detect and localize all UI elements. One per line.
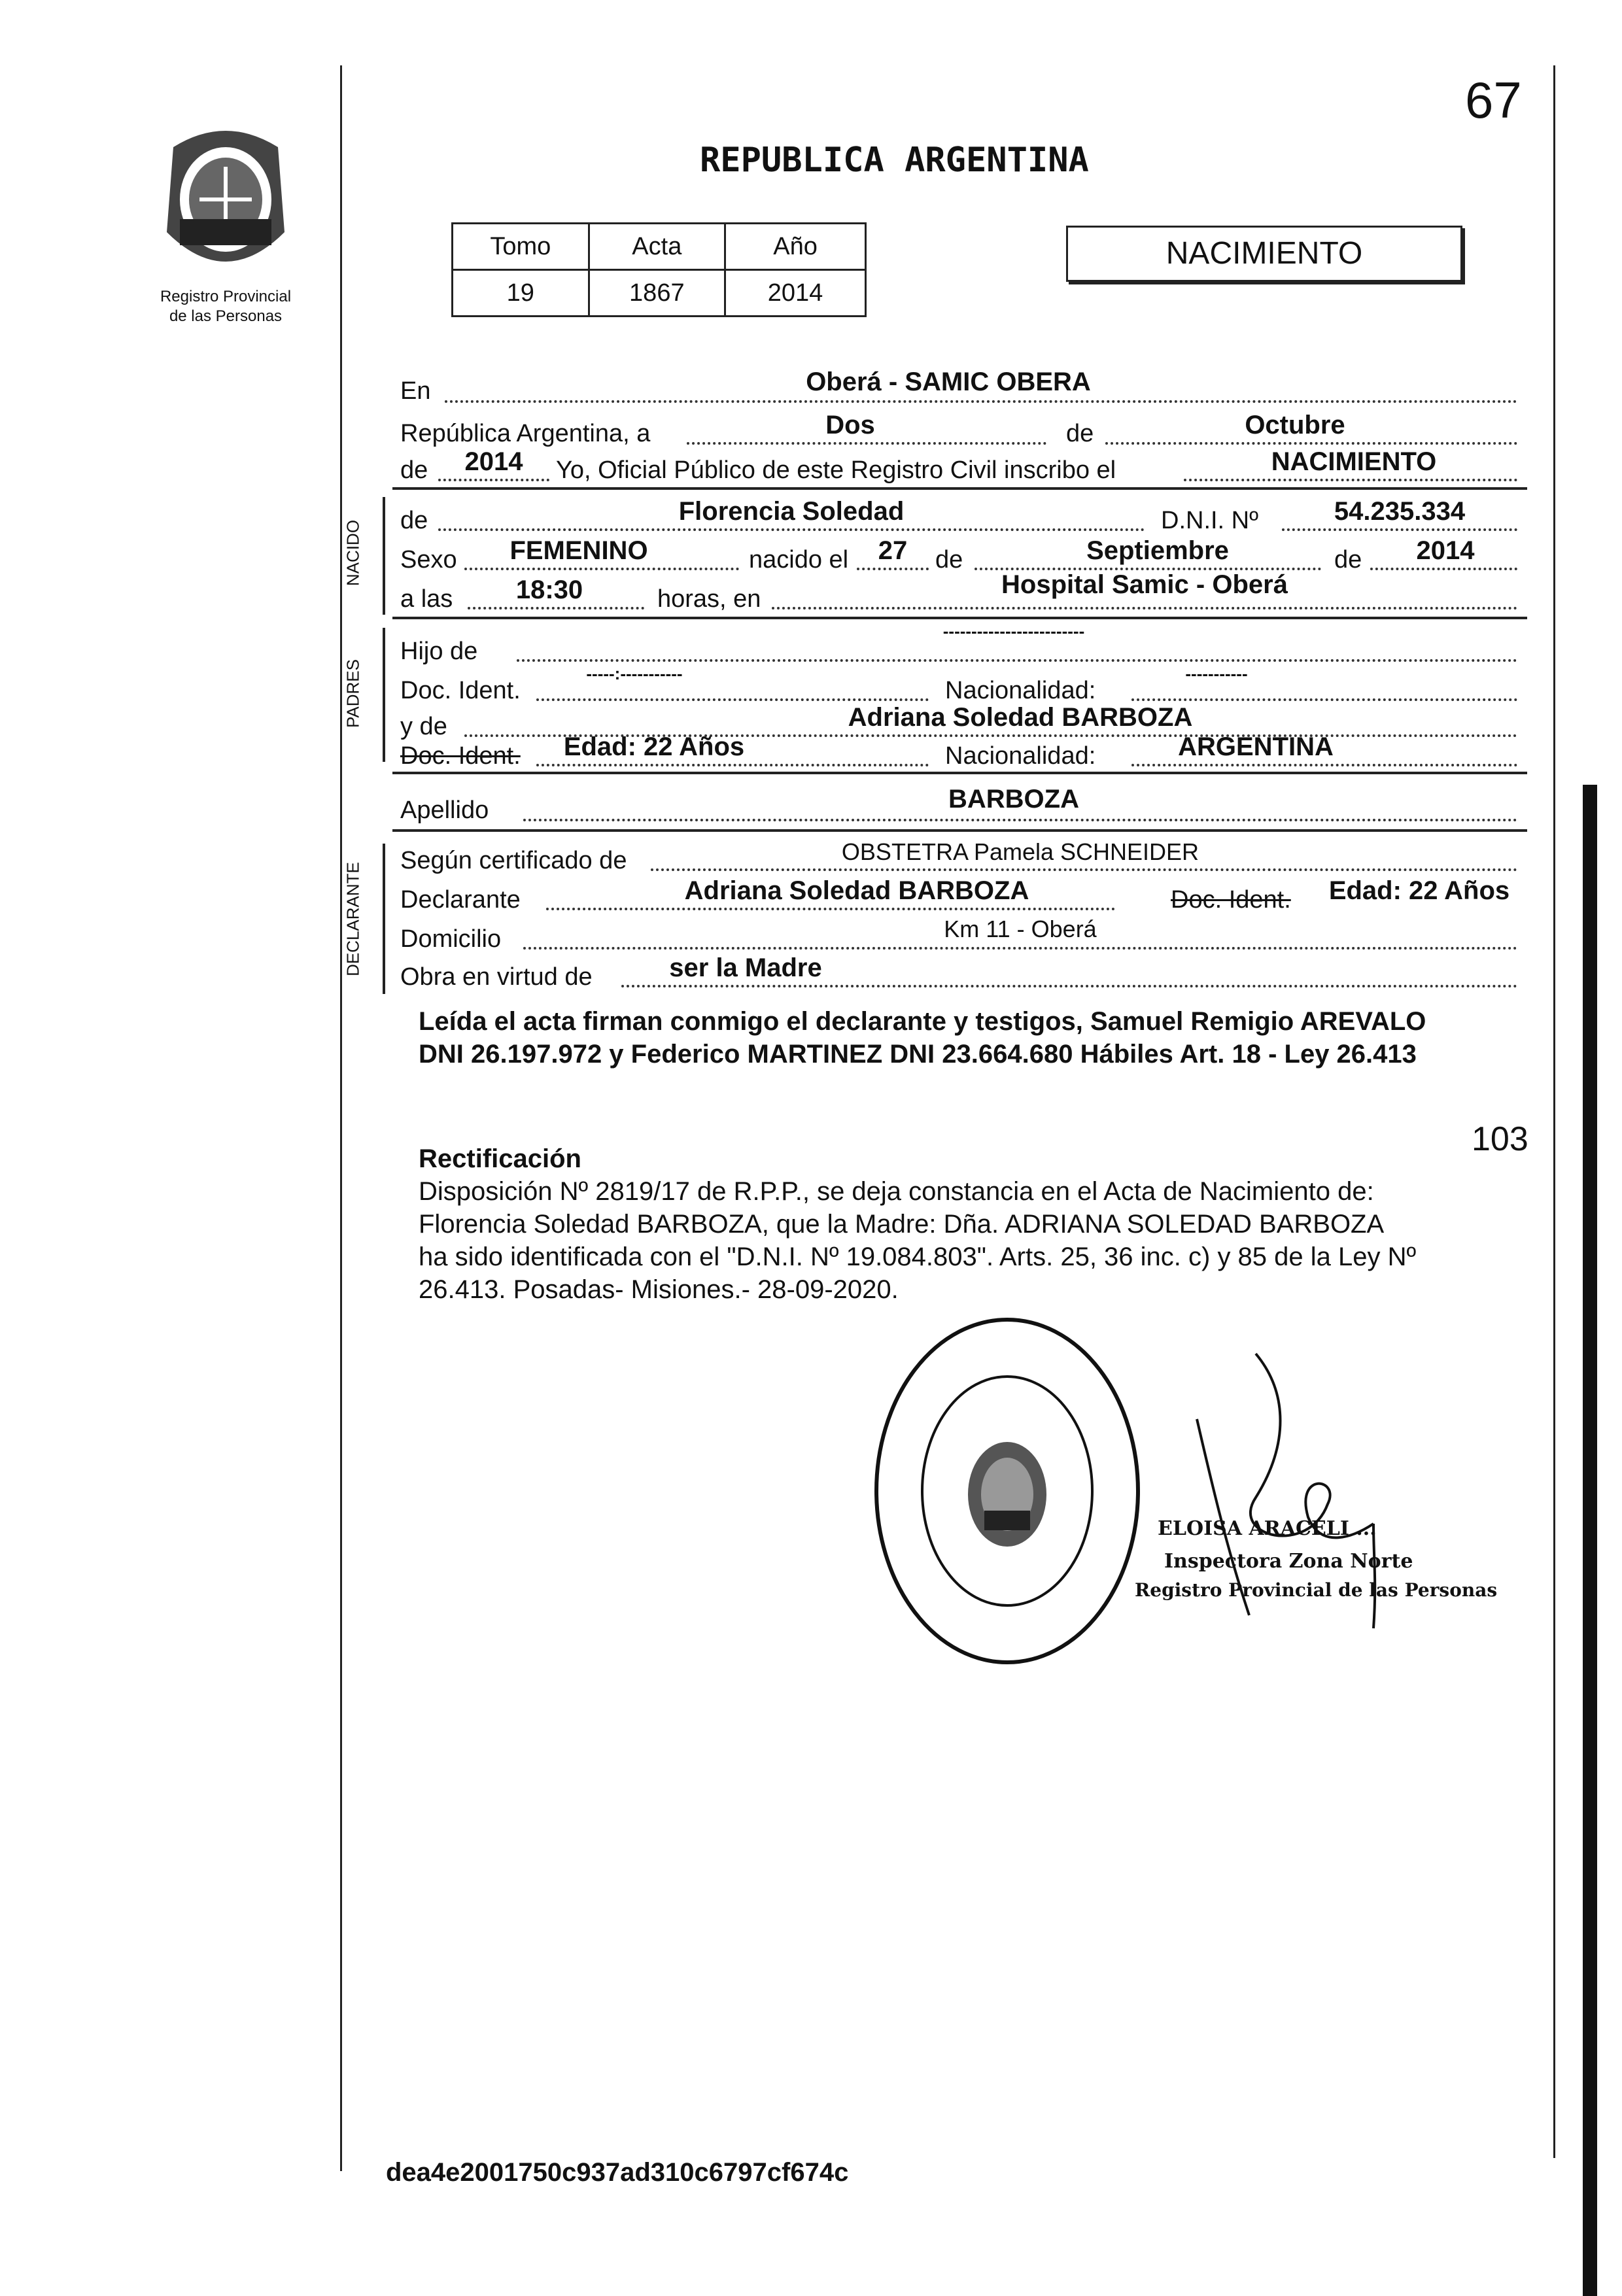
birth-place-value: Hospital Samic - Oberá — [1001, 570, 1288, 599]
birth-de2-label: de — [1334, 546, 1362, 574]
sexo-dots — [464, 568, 739, 570]
declarante-label: Declarante — [400, 886, 521, 914]
intro-type-value: NACIMIENTO — [1271, 447, 1437, 476]
dni-value: 54.235.334 — [1334, 497, 1466, 526]
padres-bracket — [383, 628, 385, 762]
rectification-line-1: Disposición Nº 2819/17 de R.P.P., se deja constancia en el Acta de Nacimiento de: — [419, 1177, 1374, 1206]
document-type-box — [1066, 226, 1462, 282]
decl-doc-label: Doc. Ident. — [1171, 886, 1291, 914]
padres-divider — [392, 772, 1527, 774]
stamp-inner-text — [899, 1664, 908, 1665]
place-dots — [772, 607, 1517, 609]
rectification-title: Rectificación — [419, 1144, 581, 1173]
de-label: de — [1066, 420, 1094, 447]
birth-day-value: 27 — [878, 536, 908, 565]
nacido-divider — [392, 617, 1527, 619]
horas-label: horas, en — [657, 585, 761, 613]
declarante-value: Adriana Soledad BARBOZA — [684, 876, 1029, 905]
alas-label: a las — [400, 585, 453, 613]
hijo-value: ------------------------- — [942, 621, 1085, 641]
birth-month-value: Septiembre — [1086, 536, 1229, 565]
nac2-dots — [1131, 764, 1517, 766]
doc-label: Doc. Ident. — [400, 677, 521, 704]
document-type: NACIMIENTO — [1165, 236, 1363, 271]
signature-name: ELOISA ARACELI ... — [1158, 1517, 1377, 1540]
intro-year-value: 2014 — [464, 447, 523, 476]
header-ano: Año — [725, 224, 866, 270]
scan-edge — [1583, 785, 1597, 2296]
intro-day-value: Dos — [825, 411, 875, 439]
stamp-seal-icon — [870, 1314, 1145, 1668]
nacionalidad2-label: Nacionalidad: — [945, 742, 1096, 770]
mother-doc-value: Edad: 22 Años — [563, 732, 745, 761]
father-doc-value: -----:----------- — [586, 664, 683, 683]
mother-nationality-value: ARGENTINA — [1178, 732, 1334, 761]
decl-dots — [546, 908, 1115, 910]
en-dots — [445, 400, 1517, 403]
header-acta: Acta — [589, 224, 725, 270]
value-ano: 2014 — [725, 270, 866, 317]
en-label: En — [400, 377, 431, 405]
padres-section-label: PADRES — [343, 659, 363, 728]
nacido-name-value: Florencia Soledad — [678, 497, 905, 526]
domicilio-value: Km 11 - Oberá — [944, 916, 1097, 942]
cert-value: OBSTETRA Pamela SCHNEIDER — [841, 838, 1199, 865]
rectification-line-2: Florencia Soledad BARBOZA, que la Madre: Dña. ADRIANA SOLEDAD BARBOZA — [419, 1210, 1385, 1239]
nac-dots — [1131, 698, 1517, 701]
doc-dots — [536, 698, 929, 701]
intro-divider — [392, 487, 1527, 490]
birth-year-dots — [1370, 568, 1517, 570]
register-table — [451, 222, 867, 317]
document-title: REPUBLICA ARGENTINA — [700, 141, 1089, 180]
value-tomo: 19 — [453, 270, 589, 317]
header-tomo: Tomo — [453, 224, 589, 270]
time-dots — [468, 607, 644, 609]
nacido-el-label: nacido el — [749, 546, 849, 574]
page-number: 67 — [1465, 71, 1522, 129]
rectification-number: 103 — [1472, 1120, 1528, 1158]
birth-de-label: de — [935, 546, 963, 574]
hijo-dots — [517, 659, 1517, 662]
value-acta: 1867 — [589, 270, 725, 317]
nacido-bracket — [383, 497, 385, 615]
rectification-line-3: ha sido identificada con el "D.N.I. Nº 19.084.803". Arts. 25, 36 inc. c) y 85 de la Ley Nº — [419, 1242, 1417, 1271]
apellido-value: BARBOZA — [948, 785, 1079, 814]
yo-label: Yo, Oficial Público de este Registro Civil inscribo el — [556, 456, 1116, 484]
birth-time-value: 18:30 — [515, 575, 583, 604]
declarante-doc-value: Edad: 22 Años — [1328, 876, 1510, 905]
dni-label: D.N.I. Nº — [1161, 507, 1258, 534]
apellido-divider — [392, 829, 1527, 832]
dni-dots — [1282, 528, 1517, 531]
republica-label: República Argentina, a — [400, 420, 651, 447]
birth-day-dots — [857, 568, 929, 570]
en-value: Oberá - SAMIC OBERA — [806, 368, 1091, 396]
month-dots — [1105, 442, 1517, 445]
obra-value: ser la Madre — [669, 953, 822, 982]
witness-line-2: DNI 26.197.972 y Federico MARTINEZ DNI 23.664.680 Hábiles Art. 18 - Ley 26.413 — [419, 1040, 1417, 1069]
yde-label: y de — [400, 713, 447, 740]
dom-dots — [523, 947, 1517, 950]
day-dots — [687, 442, 1046, 445]
rectification-line-4: 26.413. Posadas- Misiones.- 28-09-2020. — [419, 1275, 899, 1304]
left-margin-line — [340, 65, 342, 2171]
obra-dots — [621, 985, 1517, 987]
nacionalidad-label: Nacionalidad: — [945, 677, 1096, 704]
domicilio-label: Domicilio — [400, 925, 502, 953]
logo-caption-1: Registro Provincial — [160, 288, 292, 305]
declarante-section-label: DECLARANTE — [343, 862, 363, 976]
apellido-dots — [523, 819, 1517, 821]
province-seal-icon — [154, 121, 298, 284]
cert-dots — [651, 868, 1517, 871]
type-dots — [1184, 479, 1517, 481]
document-hash: dea4e2001750c937ad310c6797cf674c — [386, 2158, 849, 2187]
name-dots — [438, 528, 1145, 531]
signature-office: Registro Provincial de las Personas — [1135, 1579, 1498, 1601]
signature-role: Inspectora Zona Norte — [1164, 1550, 1413, 1573]
declarante-bracket — [383, 844, 385, 994]
sexo-label: Sexo — [400, 546, 457, 574]
birth-year-value: 2014 — [1416, 536, 1475, 565]
hijo-label: Hijo de — [400, 638, 478, 665]
nacido-section-label: NACIDO — [343, 519, 363, 587]
father-nationality-value: ----------- — [1185, 664, 1248, 683]
witness-line-1: Leída el acta firman conmigo el declarante y testigos, Samuel Remigio AREVALO — [419, 1007, 1426, 1036]
sexo-value: FEMENINO — [509, 536, 648, 565]
doc2-dots — [536, 764, 929, 766]
mother-name-value: Adriana Soledad BARBOZA — [848, 703, 1193, 732]
province-logo — [154, 121, 298, 284]
de2-label: de — [400, 456, 428, 484]
nacido-de-label: de — [400, 507, 428, 534]
official-stamp — [870, 1314, 1145, 1668]
right-margin-line — [1553, 65, 1555, 2158]
obra-label: Obra en virtud de — [400, 963, 593, 991]
intro-month-value: Octubre — [1245, 411, 1345, 439]
logo-caption-2: de las Personas — [169, 307, 283, 325]
doc2-label: Doc. Ident. — [400, 742, 521, 770]
apellido-label: Apellido — [400, 797, 489, 824]
cert-label: Según certificado de — [400, 847, 627, 874]
year-dots — [438, 479, 549, 481]
